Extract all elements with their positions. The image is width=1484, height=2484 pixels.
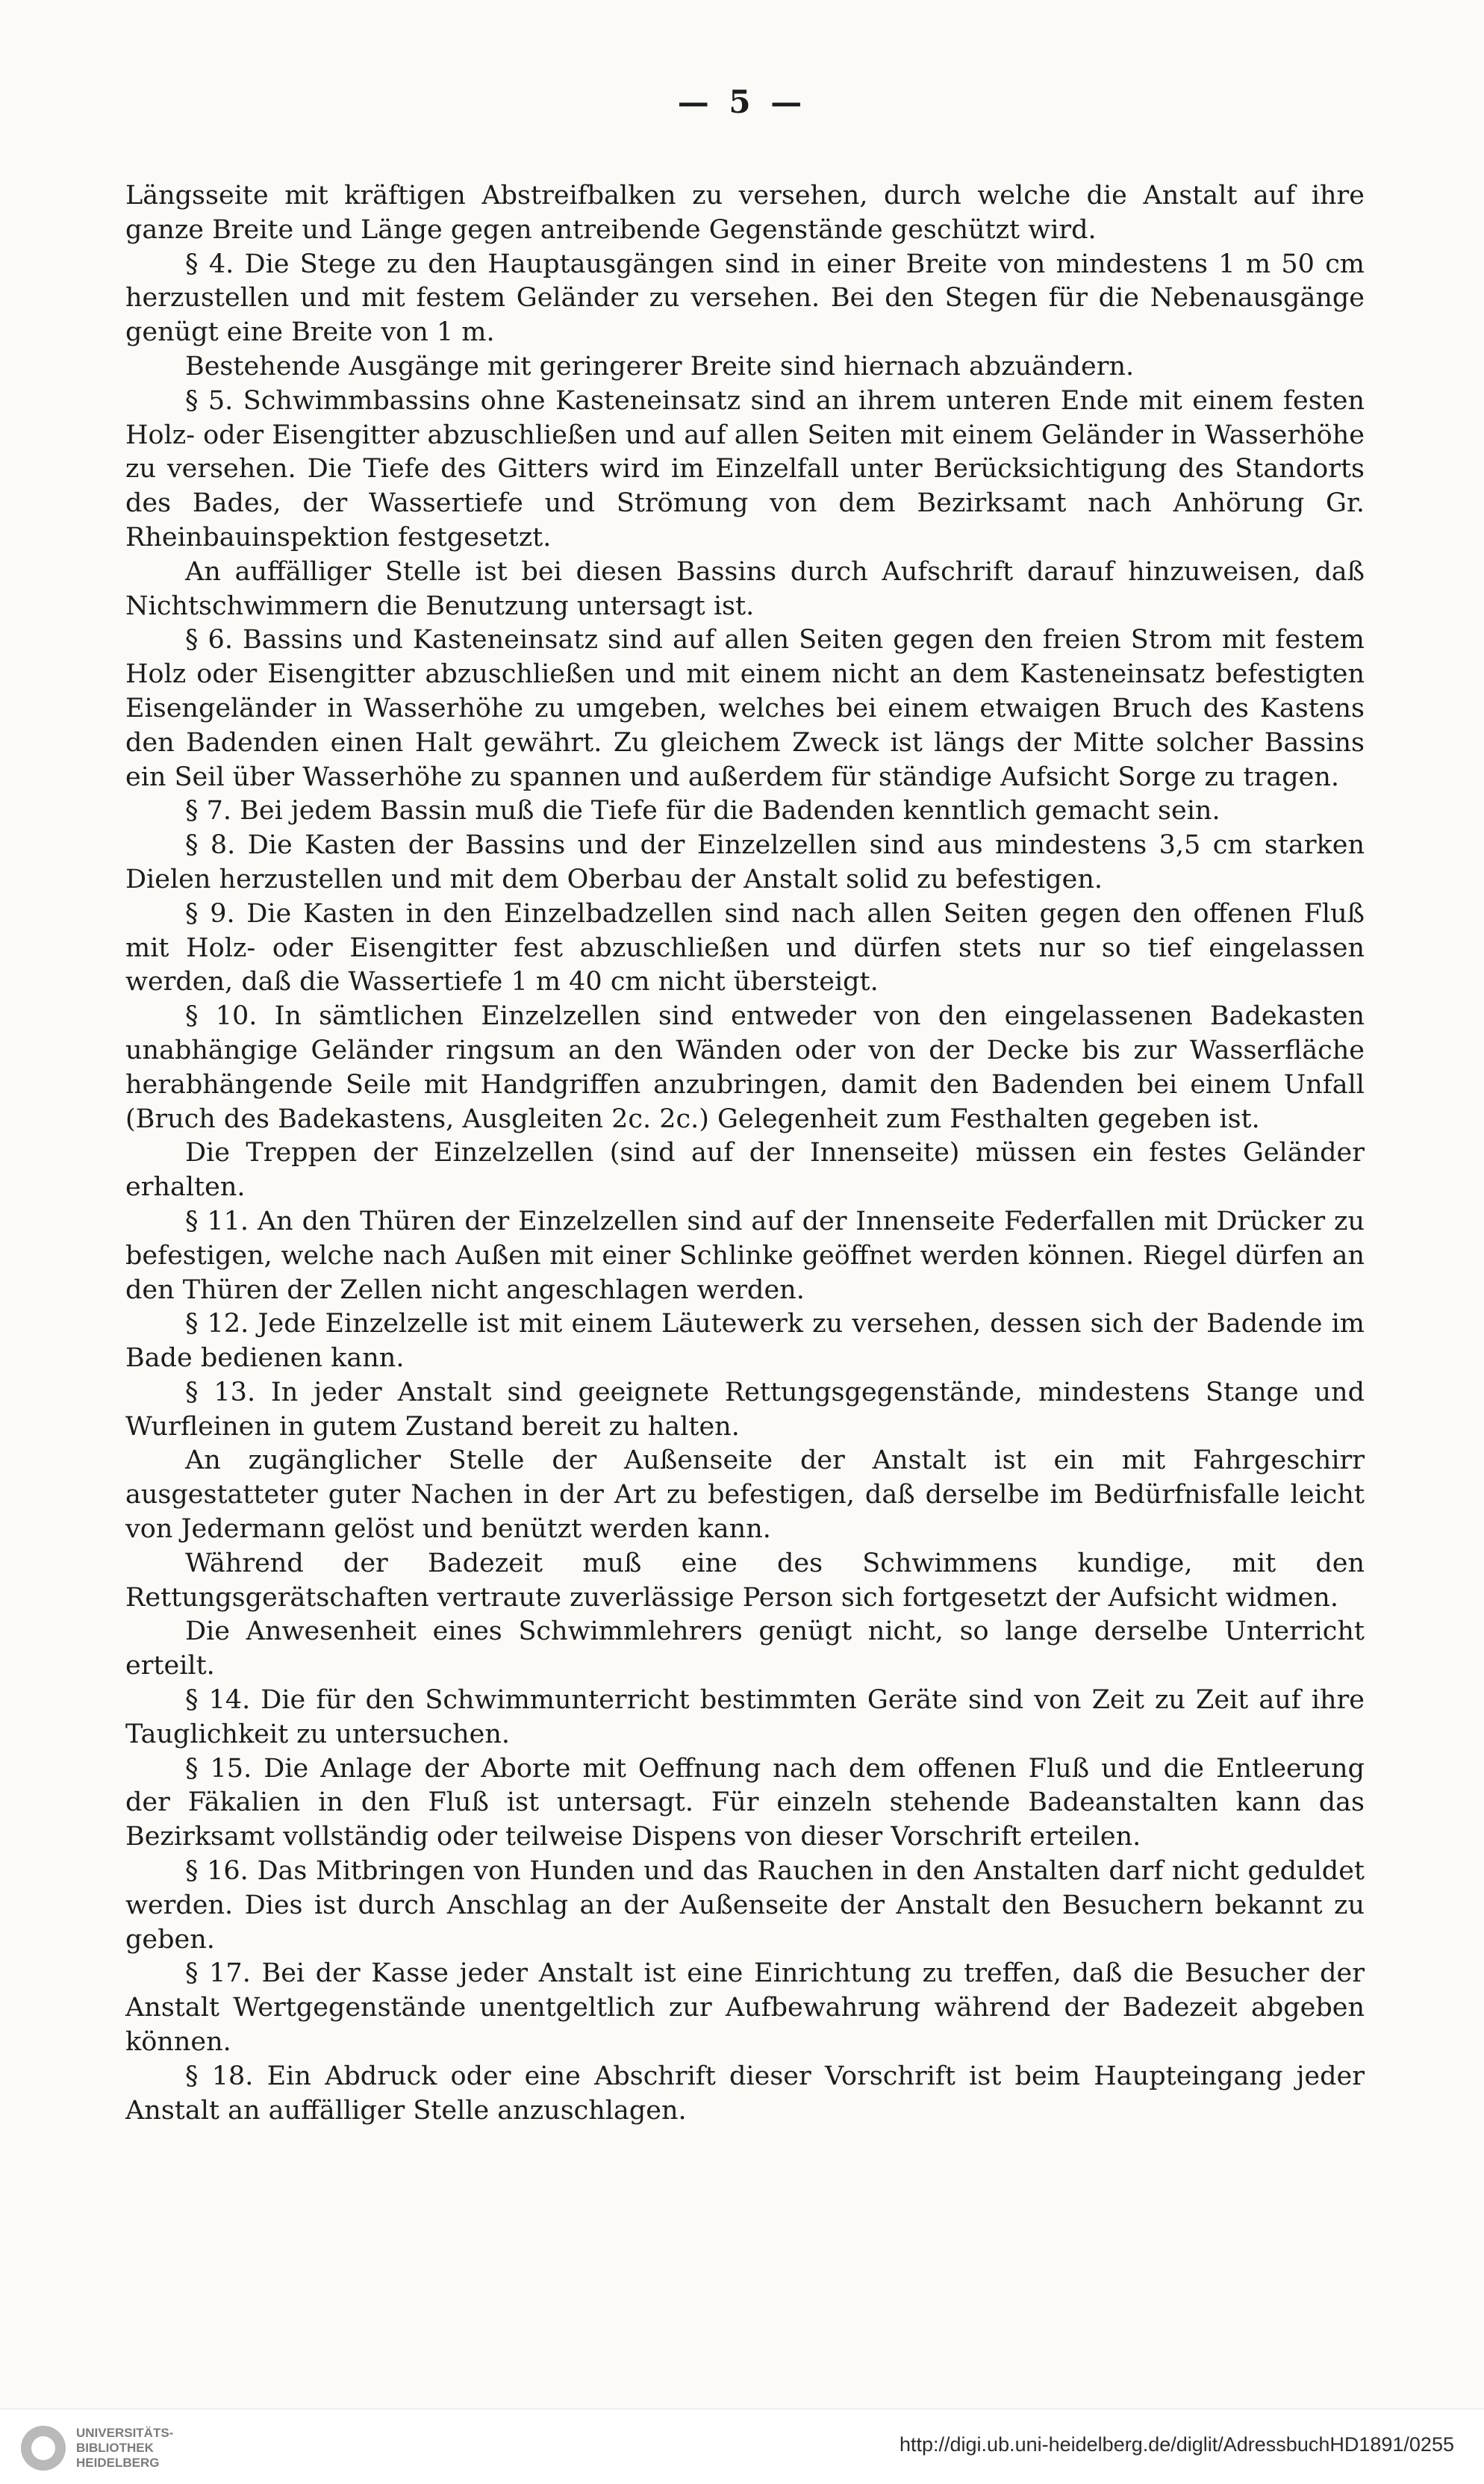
paragraph-section-10: § 10. In sämtlichen Einzelzellen sind entweder von den eingelassenen Badekasten unabhängige Geländer ringsum an den Wänden oder von der Decke bis zur Wasserfläche herabhängende Seile mit Handgriffen anzubringen, damit den Badenden bei einem Unfall (Bruch des Badekastens, Ausgleiten 2c. 2c.) Gelegenheit zum Festhalten gegeben ist. (125, 1001, 1365, 1134)
paragraph-section-4-note: Bestehende Ausgänge mit geringerer Breite sind hiernach abzuändern. (185, 351, 1135, 382)
library-name-line-1: UNIVERSITÄTS- (76, 2426, 174, 2440)
page-number: — 5 — (677, 84, 807, 120)
paragraph-section-5-note: An auffälliger Stelle ist bei diesen Bassins durch Aufschrift darauf hinzuweisen, daß Nichtschwimmern die Benutzung untersagt ist. (125, 556, 1365, 621)
paragraph-continuation: Längsseite mit kräftigen Abstreifbalken zu versehen, durch welche die Anstalt auf ihre ganze Breite und Länge gegen antreibende Gegenstände geschützt wird. (125, 181, 1365, 245)
paragraph-section-6: § 6. Bassins und Kasteneinsatz sind auf allen Seiten gegen den freien Strom mit festem Holz oder Eisengitter abzuschließen und mit einem nicht an dem Kasteneinsatz befestigten Eisengeländer in Wasserhöhe zu umgeben, welches bei einem etwaigen Bruch des Kastens den Badenden einen Halt gewährt. Zu gleichem Zweck ist längs der Mitte solcher Bassins ein Seil über Wasserhöhe zu spannen und außerdem für ständige Aufsicht Sorge zu tragen. (125, 625, 1365, 792)
paragraph-section-13-note-3: Die Anwesenheit eines Schwimmlehrers genügt nicht, so lange derselbe Unterricht erteilt. (125, 1616, 1365, 1681)
paragraph-section-5: § 5. Schwimmbassins ohne Kasteneinsatz sind an ihrem unteren Ende mit einem festen Holz- oder Eisengitter abzuschließen und auf allen Seiten mit einem Geländer in Wasserhöhe zu versehen. Die Tiefe des Gitters wird im Einzelfall unter Berücksichtigung des Standorts des Bades, der Wassertiefe und Strömung von dem Bezirksamt nach Anhörung Gr. Rheinbauinspektion festgesetzt. (125, 385, 1365, 552)
paragraph-section-11: § 11. An den Thüren der Einzelzellen sind auf der Innenseite Federfallen mit Drücker zu befestigen, welche nach Außen mit einer Schlinke geöffnet werden können. Riegel dürfen an den Thüren der Zellen nicht angeschlagen werden. (125, 1206, 1365, 1305)
paragraph-section-4: § 4. Die Stege zu den Hauptausgängen sind in einer Breite von mindestens 1 m 50 cm herzustellen und mit festem Geländer zu versehen. Bei den Stegen für die Nebenausgänge genügt eine Breite von 1 m. (125, 249, 1365, 348)
library-name-line-3: HEIDELBERG (76, 2456, 160, 2470)
source-url-link[interactable]: http://digi.ub.uni-heidelberg.de/diglit/AdressbuchHD1891/0255 (899, 2433, 1454, 2456)
library-logo[interactable] (21, 2426, 173, 2471)
viewer-footer (0, 2409, 1484, 2484)
paragraph-section-9: § 9. Die Kasten in den Einzelbadzellen sind nach allen Seiten gegen den offenen Fluß mit Holz- oder Eisengitter fest abzuschließen und dürfen stets nur so tief eingelassen werden, daß die Wassertiefe 1 m 40 cm nicht übersteigt. (125, 898, 1365, 997)
paragraph-section-12: § 12. Jede Einzelzelle ist mit einem Läutewerk zu versehen, dessen sich der Badende im Bade bedienen kann. (125, 1309, 1365, 1374)
library-seal-icon (21, 2426, 66, 2471)
body-text (125, 179, 1365, 2128)
paragraph-section-16: § 16. Das Mitbringen von Hunden und das Rauchen in den Anstalten darf nicht geduldet werden. Dies ist durch Anschlag an der Außenseite der Anstalt den Besuchern bekannt zu geben. (125, 1856, 1365, 1955)
paragraph-section-18: § 18. Ein Abdruck oder eine Abschrift dieser Vorschrift ist beim Haupteingang jeder Anstalt an auffälliger Stelle anzuschlagen. (125, 2061, 1365, 2126)
library-name (76, 2426, 173, 2471)
paragraph-section-13-note-2: Während der Badezeit muß eine des Schwimmens kundige, mit den Rettungsgerätschaften vertraute zuverlässige Person sich fortgesetzt der Aufsicht widmen. (125, 1548, 1365, 1613)
paragraph-section-7: § 7. Bei jedem Bassin muß die Tiefe für die Badenden kenntlich gemacht sein. (185, 796, 1220, 827)
paragraph-section-15: § 15. Die Anlage der Aborte mit Oeffnung nach dem offenen Fluß und die Entleerung der Fäkalien in den Fluß ist untersagt. Für einzeln stehende Badeanstalten kann das Bezirksamt vollständig oder teilweise Dispens von dieser Vorschrift erteilen. (125, 1753, 1365, 1852)
paragraph-section-17: § 17. Bei der Kasse jeder Anstalt ist eine Einrichtung zu treffen, daß die Besucher der Anstalt Wertgegenstände unentgeltlich zur Aufbewahrung während der Badezeit abgeben können. (125, 1958, 1365, 2058)
paragraph-section-8: § 8. Die Kasten der Bassins und der Einzelzellen sind aus mindestens 3,5 cm starken Dielen herzustellen und mit dem Oberbau der Anstalt solid zu befestigen. (125, 830, 1365, 894)
library-name-line-2: BIBLIOTHEK (76, 2441, 154, 2455)
paragraph-section-13: § 13. In jeder Anstalt sind geeignete Rettungsgegenstände, mindestens Stange und Wurfleinen in gutem Zustand bereit zu halten. (125, 1377, 1365, 1442)
paragraph-section-10-note: Die Treppen der Einzelzellen (sind auf der Innenseite) müssen ein festes Geländer erhalten. (125, 1138, 1365, 1203)
paragraph-section-13-note-1: An zugänglicher Stelle der Außenseite der Anstalt ist ein mit Fahrgeschirr ausgestatteter guter Nachen in der Art zu befestigen, daß derselbe im Bedürfnisfalle leicht von Jedermann gelöst und benützt werden kann. (125, 1445, 1365, 1545)
paragraph-section-14: § 14. Die für den Schwimmunterricht bestimmten Geräte sind von Zeit zu Zeit auf ihre Tauglichkeit zu untersuchen. (125, 1685, 1365, 1749)
